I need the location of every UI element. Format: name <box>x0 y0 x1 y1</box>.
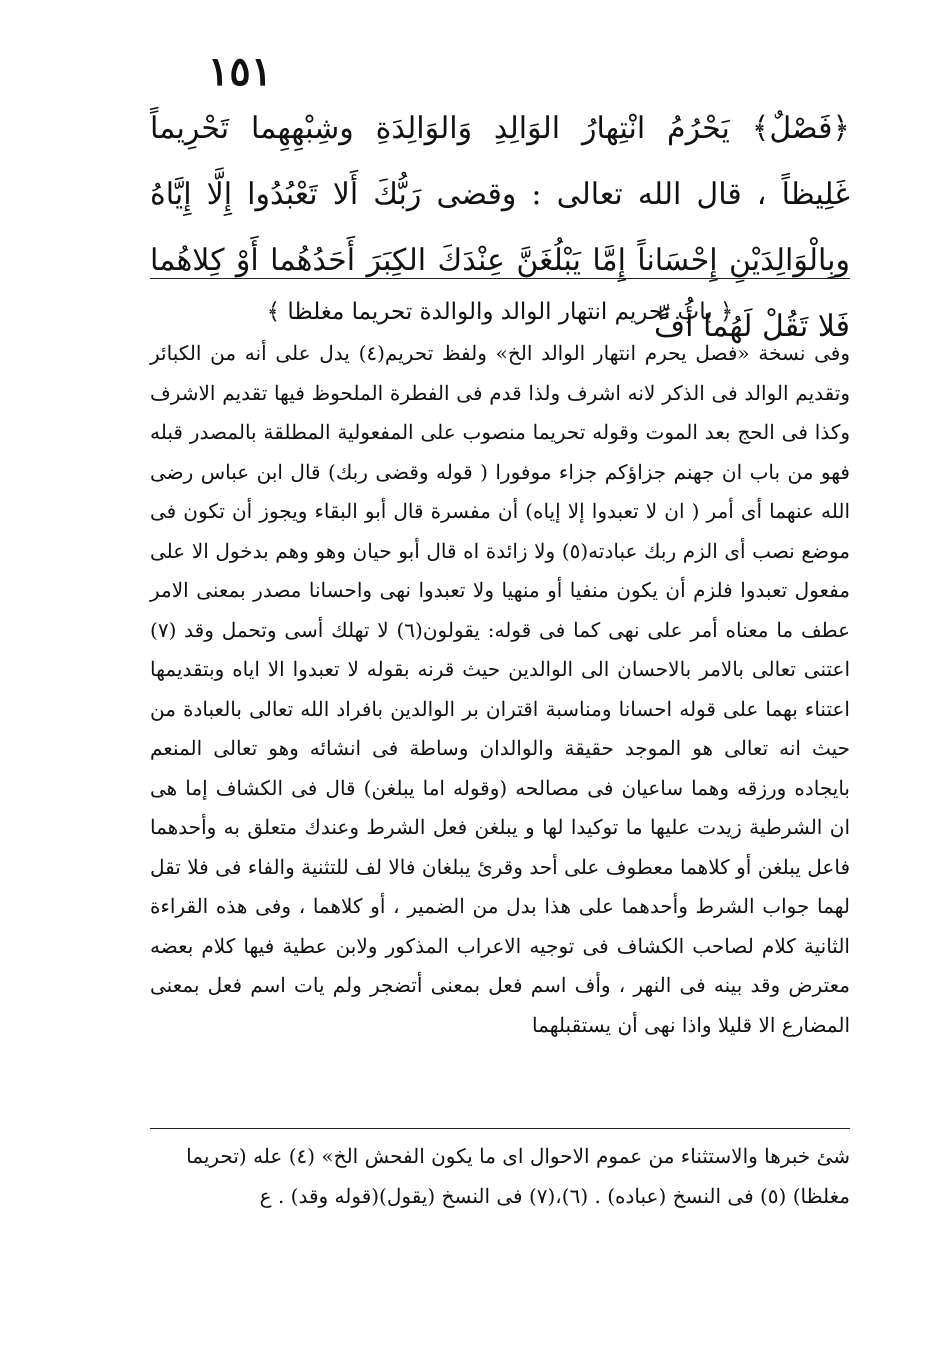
commentary-block <box>150 334 850 1045</box>
footnote-line-1: شئ خبرها والاستثناء من عموم الاحوال اى ما يكون الفحش الخ» (٤) عله (تحريما <box>186 1144 850 1168</box>
commentary-text: وفى نسخة «فصل يحرم انتهار الوالد الخ» ولفظ تحريم(٤) يدل على أنه من الكبائر وتقديم الوالد فى الذكر لانه اشرف ولذا قدم فى الفطرة الملحوظ فيها تقديم الاشرف وكذا فى الحج بعد الموت وقوله تحريما منصوب على المفعولية المطلقة بالمصدر قبله فهو من باب ان جهنم جزاؤكم جزاء موفورا ( قوله وقضى ربك) قال ابن عباس رضى الله عنهما أى أمر ( ان لا تعبدوا إلا إياه) أن مفسرة قال أبو البقاء ويجوز أن تكون فى موضع نصب أى الزم ربك عبادته(٥) ولا زائدة اه قال أبو حيان وهو وهم بدخول الا على مفعول تعبدوا فلزم أن يكون منفيا أو منهيا ولا تعبدوا نهى واحسانا مصدر بمعنى الامر عطف ما معناه أمر على نهى كما فى قوله: يقولون(٦) لا تهلك أسى وتحمل وقد (٧) اعتنى تعالى بالامر بالاحسان الى الوالدين حيث قرنه بقوله لا تعبدوا الا اياه وبتقديمها اعتناء بهما على قوله احسانا ومناسبة اقتران بر الوالدين بافراد الله تعالى بالعبادة من حيث انه تعالى هو الموجد حقيقة والوالدان وساطة فى انشائه وهو تعالى المنعم بايجاده ورزقه وهما ساعيان فى مصالحه (وقوله اما يبلغن) قال فى الكشاف إما هى ان الشرطية زيدت عليها ما توكيدا لها و يبلغن فعل الشرط وعندك متعلق به وأحدهما فاعل يبلغن أو كلاهما معطوف على أحد وقرئ يبلغان فالا لف للتثنية والفاء فى فلا تقل لهما جواب الشرط وأحدهما على هذا بدل من الضمير ، أو كلاهما ، وفى هذه القراءة الثانية كلام لصاحب الكشاف فى توجيه الاعراب المذكور ولابن عطية فيها كلام بعضه معترض وقد بينه فى النهر ، وأف اسم فعل بمعنى أتضجر ولم يات اسم فعل بمعنى المضارع الا قليلا واذا نهى أن يستقبلهما <box>150 341 850 1037</box>
section-heading: ﴿ باب تحريم انتهار الوالد والوالدة تحريما مغلظا ﴾ <box>266 299 734 325</box>
top-divider <box>150 278 850 279</box>
footnote-divider <box>150 1128 850 1129</box>
footnote-line-2: مغلظا) (٥) فى النسخ (عباده) . (٦)،(٧) فى النسخ (يقول)(قوله وقد) . ع <box>259 1184 850 1208</box>
main-text: ﴿فَصْلٌ﴾ يَحْرُمُ انْتِهارُ الوَالِدِ وَالوَالِدَةِ وشِبْهِهِما تَحْرِيماً غَلِيظاً ، قال الله تعالى : وقضى رَبُّكَ أَلا تَعْبُدُوا إِلَّا إِيَّاهُ وبِالْوَالِدَيْنِ إِحْسَاناً إِمَّا يَبْلُغَنَّ عِنْدَكَ الكِبَرَ أَحَدُهُما أَوْ كِلاهُما فَلا تَقُلْ لَهُما أُفٍّ <box>150 111 850 344</box>
page-number: ١٥١ <box>207 48 273 95</box>
footnotes-block <box>150 1136 850 1216</box>
